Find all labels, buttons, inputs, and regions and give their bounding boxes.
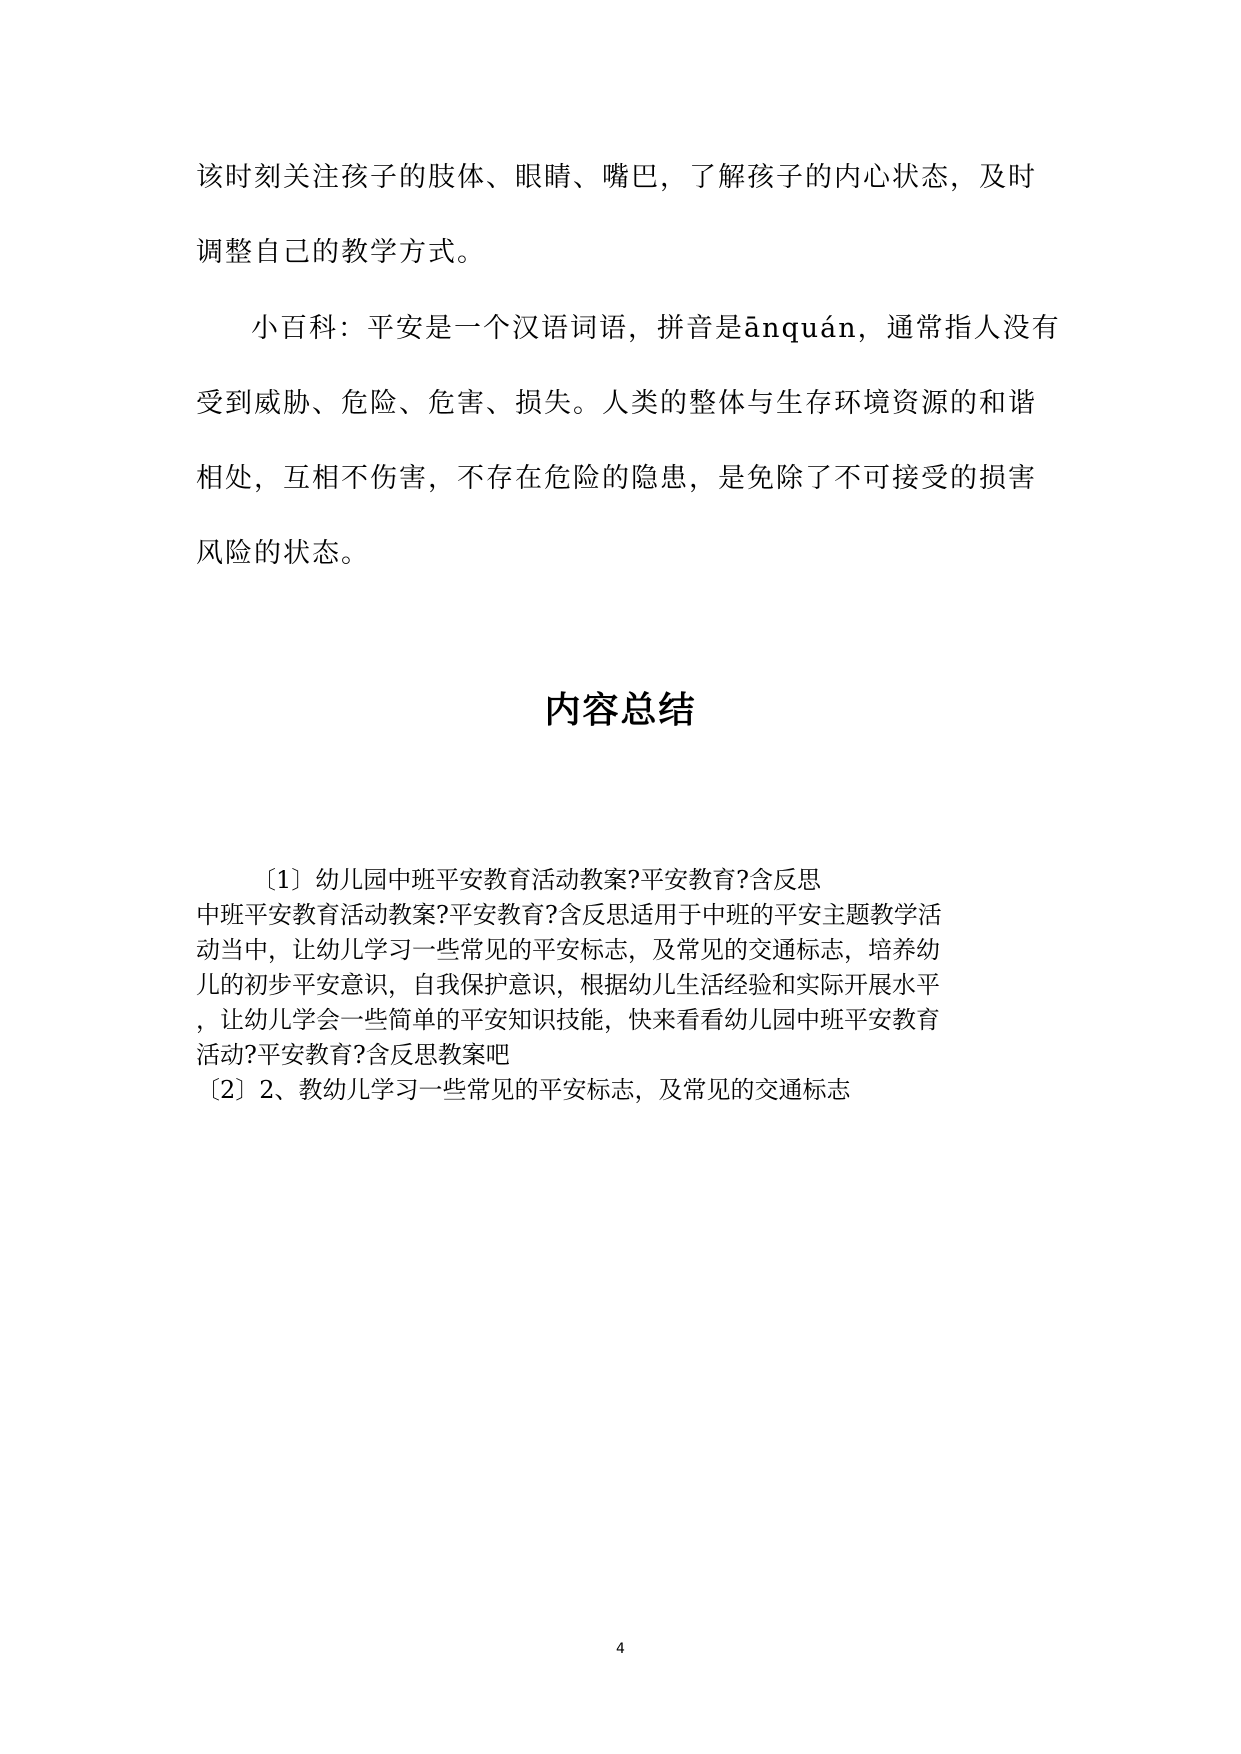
summary-line: 动当中，让幼儿学习一些常见的平安标志，及常见的交通标志，培养幼 — [196, 936, 940, 964]
summary-line: 〔2〕2、教幼儿学习一些常见的平安标志，及常见的交通标志 — [196, 1076, 851, 1104]
summary-line: 中班平安教育活动教案?平安教育?含反思适用于中班的平安主题教学活 — [196, 901, 942, 929]
summary-line: 儿的初步平安意识，自我保护意识，根据幼儿生活经验和实际开展水平 — [196, 971, 940, 999]
summary-line: 活动?平安教育?含反思教案吧 — [196, 1041, 510, 1069]
body-text-line: 受到威胁、危险、危害、损失。人类的整体与生存环境资源的和谐 — [196, 388, 1037, 419]
page-number: 4 — [616, 1641, 625, 1657]
body-text-line: 相处，互相不伤害，不存在危险的隐患，是免除了不可接受的损害 — [196, 463, 1037, 494]
summary-heading: 内容总结 — [544, 690, 697, 731]
summary-line: ，让幼儿学会一些简单的平安知识技能，快来看看幼儿园中班平安教育 — [196, 1006, 940, 1034]
body-text-line: 小百科：平安是一个汉语词语，拼音是ānquán，通常指人没有 — [251, 313, 1061, 344]
body-text-line: 调整自己的教学方式。 — [196, 237, 486, 268]
body-text-line: 风险的状态。 — [196, 538, 370, 569]
summary-line: 〔1〕幼儿园中班平安教育活动教案?平安教育?含反思 — [252, 866, 822, 894]
body-text-line: 该时刻关注孩子的肢体、眼睛、嘴巴，了解孩子的内心状态，及时 — [196, 162, 1037, 193]
